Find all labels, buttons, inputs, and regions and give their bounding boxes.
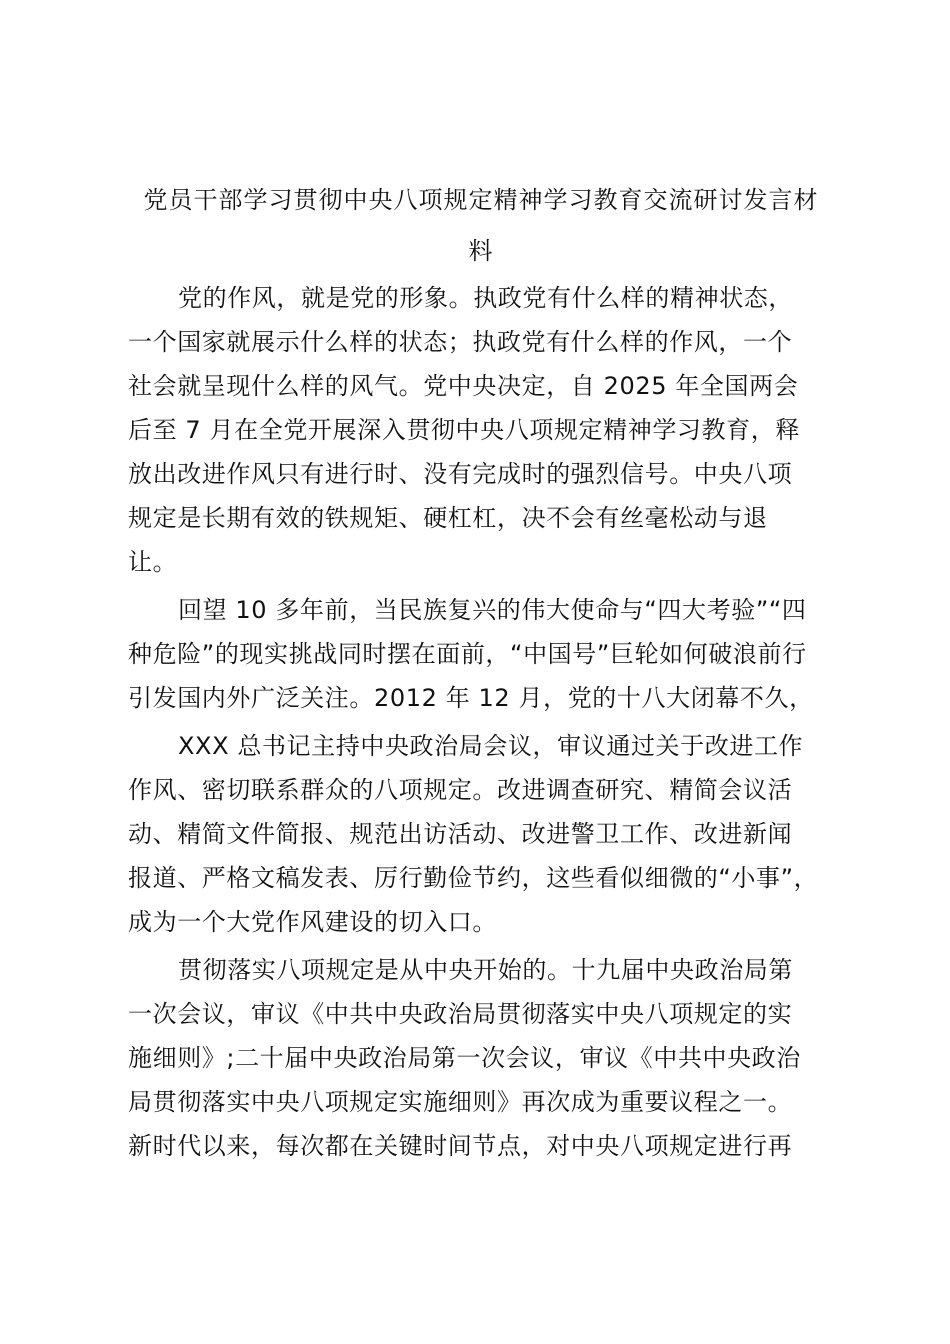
paragraph-3-line-5: 成为一个大党作风建设的切入口。 — [128, 908, 497, 936]
paragraph-3-line-1: XXX 总书记主持中央政治局会议，审议通过关于改进工作 — [178, 732, 804, 760]
paragraph-4-line-2: 一次会议，审议《中共中央政治局贯彻落实中央八项规定的实 — [128, 1000, 793, 1028]
paragraph-4-line-3: 施细则》;二十届中央政治局第一次会议，审议《中共中央政治 — [128, 1044, 801, 1072]
paragraph-3-line-4: 报道、严格文稿发表、厉行勤俭节约，这些看似细微的“小事”， — [128, 864, 819, 892]
paragraph-3-line-2: 作风、密切联系群众的八项规定。改进调查研究、精简会议活 — [128, 776, 793, 804]
paragraph-1-line-7: 让。 — [128, 548, 178, 576]
document-title-line-2: 料 — [468, 237, 494, 265]
paragraph-1-line-5: 放出改进作风只有进行时、没有完成时的强烈信号。中央八项 — [128, 460, 793, 488]
paragraph-1-line-1: 党的作风，就是党的形象。执政党有什么样的精神状态， — [178, 284, 793, 312]
paragraph-1-line-2: 一个国家就展示什么样的状态；执政党有什么样的作风，一个 — [128, 328, 793, 356]
paragraph-4-line-4: 局贯彻落实中央八项规定实施细则》再次成为重要议程之一。 — [128, 1088, 793, 1116]
paragraph-2-line-3: 引发国内外广泛关注。2012 年 12 月，党的十八大闭幕不久， — [128, 684, 814, 712]
paragraph-1-line-3: 社会就呈现什么样的风气。党中央决定，自 2025 年全国两会 — [128, 372, 799, 400]
document-title-line-1: 党员干部学习贯彻中央八项规定精神学习教育交流研讨发言材 — [143, 186, 819, 214]
paragraph-2-line-2: 种危险”的现实挑战同时摆在面前，“中国号”巨轮如何破浪前行 — [128, 640, 807, 668]
paragraph-1-line-4: 后至 7 月在全党开展深入贯彻中央八项规定精神学习教育，释 — [128, 416, 800, 444]
paragraph-4-line-5: 新时代以来，每次都在关键时间节点，对中央八项规定进行再 — [128, 1132, 793, 1160]
paragraph-2-line-1: 回望 10 多年前，当民族复兴的伟大使命与“四大考验”“四 — [178, 596, 807, 624]
paragraph-1-line-6: 规定是长期有效的铁规矩、硬杠杠，决不会有丝毫松动与退 — [128, 504, 768, 532]
paragraph-3-line-3: 动、精简文件简报、规范出访活动、改进警卫工作、改进新闻 — [128, 820, 793, 848]
paragraph-4-line-1: 贯彻落实八项规定是从中央开始的。十九届中央政治局第 — [178, 956, 793, 984]
